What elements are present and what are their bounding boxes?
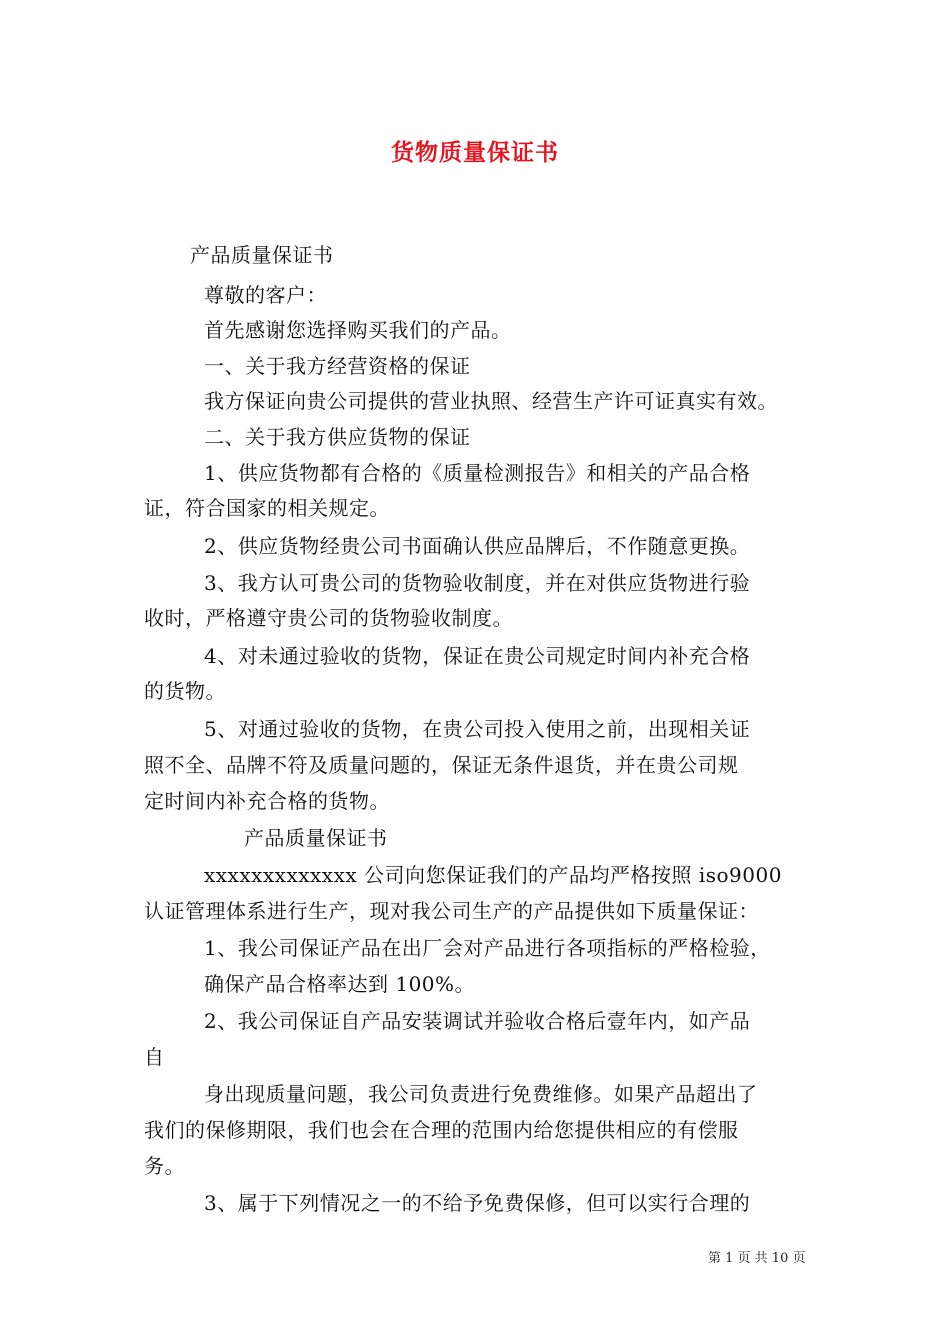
- text-line: 5、对通过验收的货物，在贵公司投入使用之前，出现相关证: [204, 717, 751, 741]
- text-line: 1、我公司保证产品在出厂会对产品进行各项指标的严格检验，: [204, 936, 771, 960]
- text-line: 产品质量保证书: [190, 243, 334, 267]
- text-line: 收时，严格遵守贵公司的货物验收制度。: [144, 606, 513, 630]
- text-line: 尊敬的客户：: [204, 283, 327, 307]
- document-title: 货物质量保证书: [391, 139, 559, 166]
- text-line: 3、属于下列情况之一的不给予免费保修，但可以实行合理的: [204, 1191, 751, 1215]
- text-line: 认证管理体系进行生产，现对我公司生产的产品提供如下质量保证：: [144, 899, 759, 923]
- text-line: 身出现质量问题，我公司负责进行免费维修。如果产品超出了: [204, 1082, 758, 1106]
- text-line: 4、对未通过验收的货物，保证在贵公司规定时间内补充合格: [204, 644, 751, 668]
- text-line: 的货物。: [144, 679, 226, 703]
- text-line: 首先感谢您选择购买我们的产品。: [204, 318, 512, 342]
- text-line: 1、供应货物都有合格的《质量检测报告》和相关的产品合格: [204, 461, 751, 485]
- text-line: 2、我公司保证自产品安装调试并验收合格后壹年内，如产品: [204, 1009, 751, 1033]
- text-line: 确保产品合格率达到 100%。: [204, 972, 476, 996]
- text-line: 务。: [144, 1154, 185, 1178]
- text-line: 自: [144, 1045, 165, 1069]
- text-line: 定时间内补充合格的货物。: [144, 789, 390, 813]
- text-line: 二、关于我方供应货物的保证: [204, 425, 471, 449]
- page-footer: 第 1 页 共 10 页: [708, 1251, 806, 1266]
- text-line: 一、关于我方经营资格的保证: [204, 354, 471, 378]
- text-line: 我方保证向贵公司提供的营业执照、经营生产许可证真实有效。: [204, 389, 778, 413]
- text-line: 证，符合国家的相关规定。: [144, 496, 390, 520]
- text-line: 产品质量保证书: [244, 826, 388, 850]
- text-line: 3、我方认可贵公司的货物验收制度，并在对供应货物进行验: [204, 571, 751, 595]
- text-line: 2、供应货物经贵公司书面确认供应品牌后，不作随意更换。: [204, 534, 751, 558]
- text-line: 照不全、品牌不符及质量问题的，保证无条件退货，并在贵公司规: [144, 753, 739, 777]
- text-line: xxxxxxxxxxxxx 公司向您保证我们的产品均严格按照 iso9000: [204, 863, 782, 887]
- text-line: 我们的保修期限，我们也会在合理的范围内给您提供相应的有偿服: [144, 1118, 739, 1142]
